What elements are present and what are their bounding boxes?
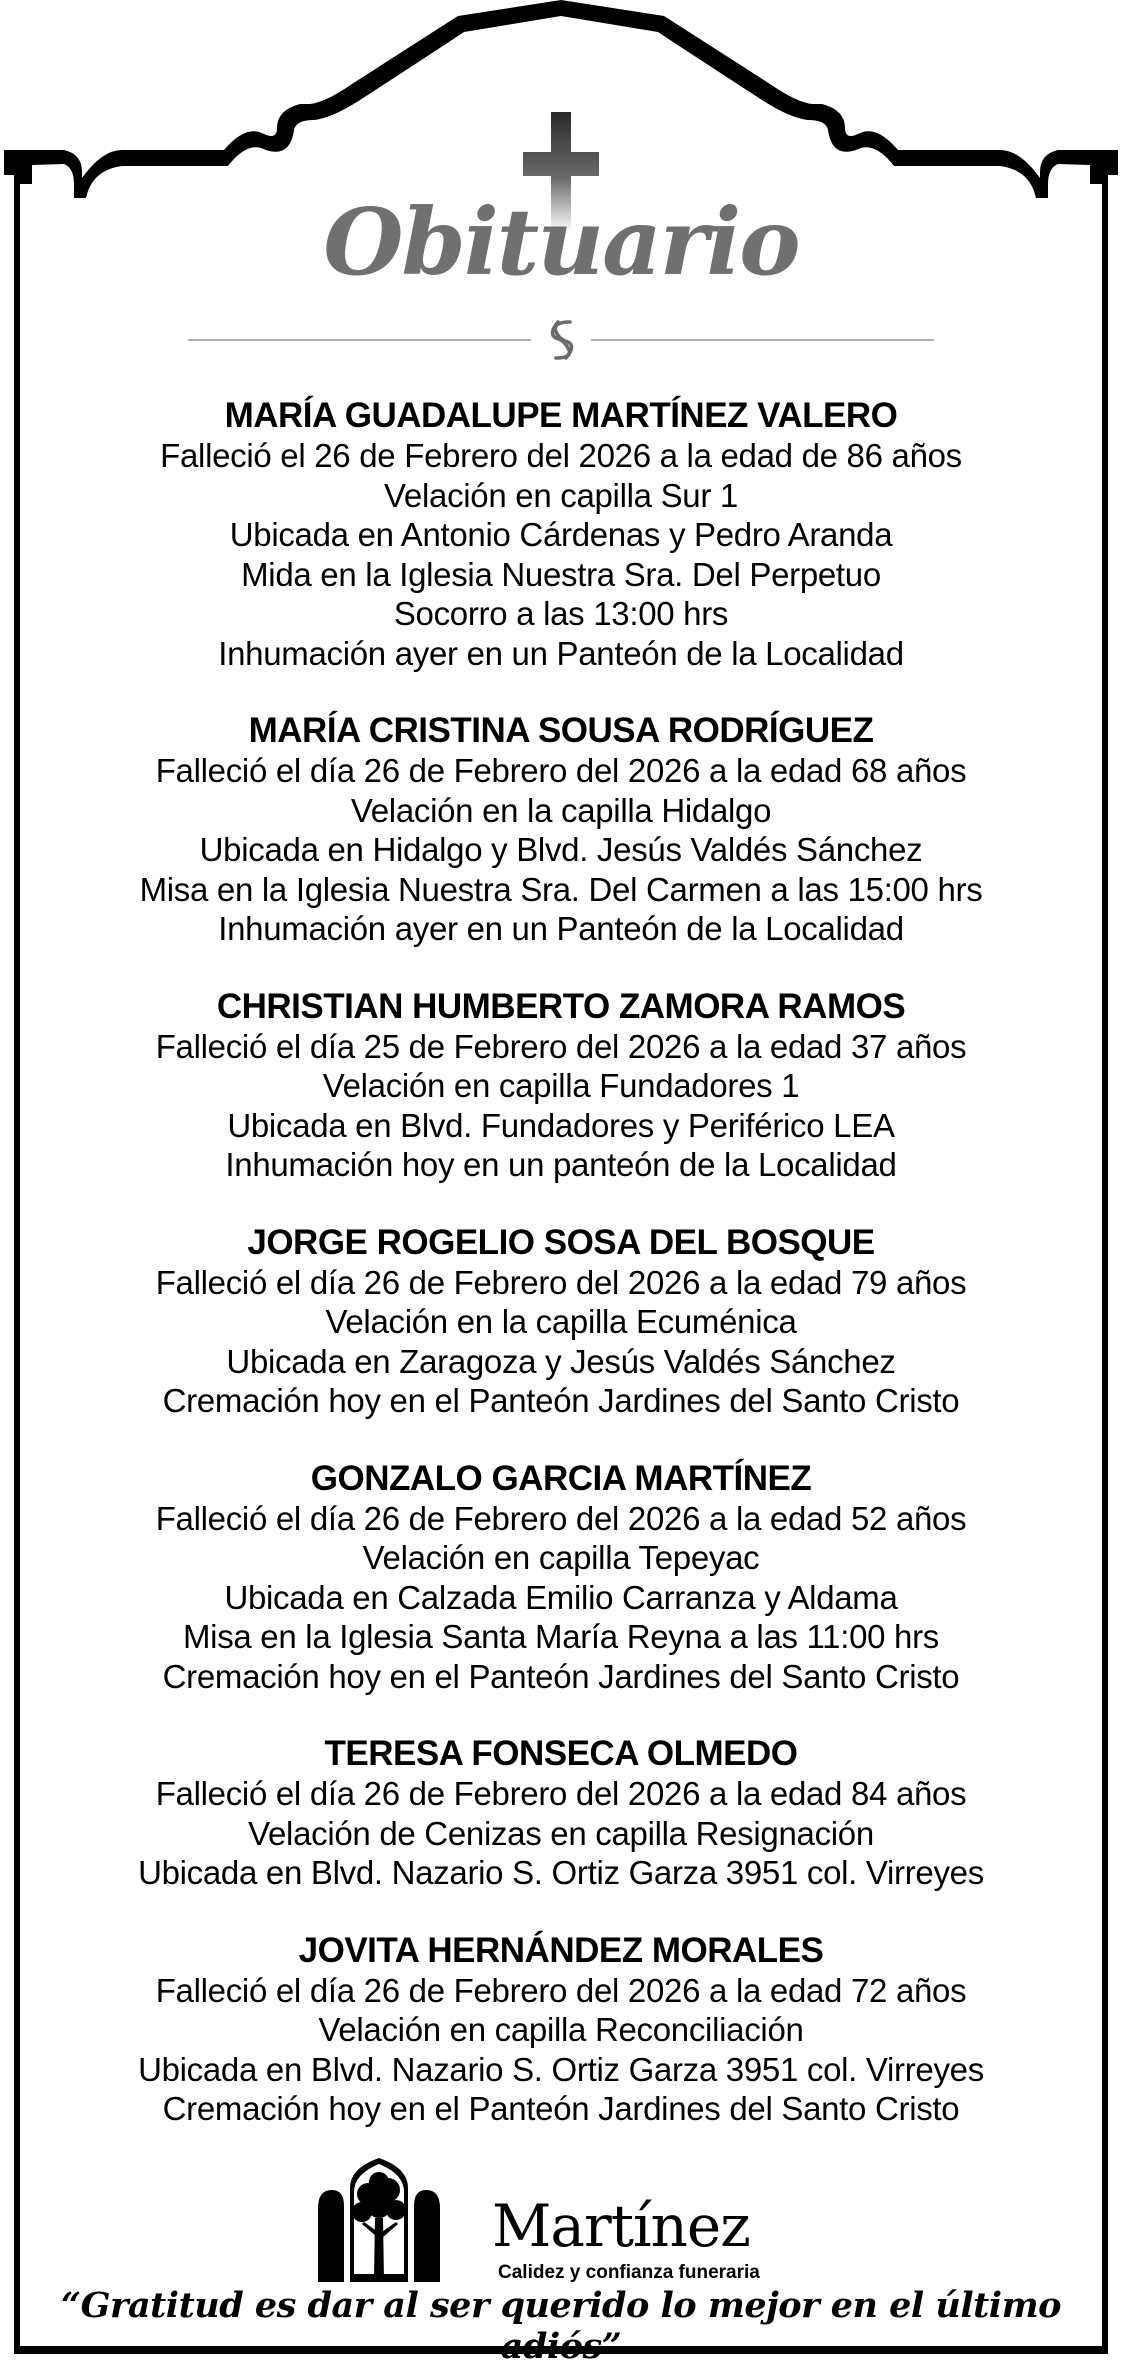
obituary-entry xyxy=(30,396,1092,673)
obituary-detail-line: Misa en la Iglesia Nuestra Sra. Del Carmen a las 15:00 hrs xyxy=(139,870,983,908)
obituary-detail-line: Falleció el día 26 de Febrero del 2026 a la edad 52 años xyxy=(155,1499,967,1537)
brand-tagline: Calidez y confianza funeraria xyxy=(498,2262,760,2283)
deceased-name: CHRISTIAN HUMBERTO ZAMORA RAMOS xyxy=(216,986,906,1026)
obituary-detail-line: Socorro a las 13:00 hrs xyxy=(393,595,729,632)
obituary-detail-line: Inhumación ayer en un Panteón de la Localidad xyxy=(218,910,904,947)
obituary-detail-line: Falleció el 26 de Febrero del 2026 a la edad de 86 años xyxy=(160,437,962,474)
obituary-detail-line: Ubicada en Blvd. Nazario S. Ortiz Garza 3951 col. Virreyes xyxy=(138,2050,984,2088)
deceased-name: GONZALO GARCIA MARTÍNEZ xyxy=(310,1458,812,1498)
section-sign-ornament-icon xyxy=(188,316,934,364)
obituary-detail-line: Falleció el día 26 de Febrero del 2026 a la edad 72 años xyxy=(155,1971,967,2009)
obituary-entry xyxy=(30,1931,1092,2129)
obituary-detail-line: Velación en capilla Sur 1 xyxy=(384,476,738,514)
deceased-name: TERESA FONSECA OLMEDO xyxy=(324,1734,798,1773)
chapel-tree-logo-icon xyxy=(318,2158,440,2282)
obituary-detail-line: Velación en capilla Tepeyac xyxy=(362,1539,760,1576)
deceased-name: JOVITA HERNÁNDEZ MORALES xyxy=(298,1930,824,1970)
obituary-detail-line: Cremación hoy en el Panteón Jardines del Santo Cristo xyxy=(162,2090,960,2127)
obituary-detail-line: Ubicada en Blvd. Fundadores y Periférico LEA xyxy=(227,1106,895,1144)
obituary-entry xyxy=(30,711,1092,949)
obituary-detail-line: Cremación hoy en el Panteón Jardines del Santo Cristo xyxy=(162,1657,960,1695)
obituary-detail-line: Ubicada en Zaragoza y Jesús Valdés Sánchez xyxy=(226,1342,896,1380)
obituary-detail-line: Ubicada en Antonio Cárdenas y Pedro Aranda xyxy=(229,516,893,553)
obituary-detail-line: Velación en la capilla Hidalgo xyxy=(350,791,772,829)
obituary-detail-line: Cremación hoy en el Panteón Jardines del Santo Cristo xyxy=(162,1382,960,1419)
deceased-name: JORGE ROGELIO SOSA DEL BOSQUE xyxy=(247,1222,875,1262)
obituary-detail-line: Mida en la Iglesia Nuestra Sra. Del Perpetuo xyxy=(241,555,881,593)
deceased-name: MARÍA CRISTINA SOUSA RODRÍGUEZ xyxy=(248,711,874,750)
obituary-detail-line: Ubicada en Hidalgo y Blvd. Jesús Valdés Sánchez xyxy=(199,831,923,868)
obituary-detail-line: Falleció el día 26 de Febrero del 2026 a la edad 84 años xyxy=(155,1775,967,1812)
obituary-detail-line: Velación en capilla Fundadores 1 xyxy=(322,1067,800,1104)
deceased-name: MARÍA GUADALUPE MARTÍNEZ VALERO xyxy=(224,396,898,435)
obituary-list xyxy=(30,396,1092,2167)
obituary-detail-line: Ubicada en Calzada Emilio Carranza y Aldama xyxy=(224,1578,898,1616)
obituary-entry xyxy=(30,1734,1092,1893)
brand-name: Martínez xyxy=(492,2192,750,2260)
obituary-detail-line: Inhumación ayer en un Panteón de la Localidad xyxy=(218,634,904,672)
obituary-detail-line: Ubicada en Blvd. Nazario S. Ortiz Garza 3951 col. Virreyes xyxy=(138,1854,984,1891)
page-title: Obituario xyxy=(323,188,799,296)
obituary-detail-line: Velación en capilla Reconciliación xyxy=(318,2011,804,2048)
obituary-detail-line: Inhumación hoy en un panteón de la Localidad xyxy=(225,1146,897,1183)
obituary-entry xyxy=(30,1223,1092,1421)
obituary-detail-line: Falleció el día 26 de Febrero del 2026 a la edad 79 años xyxy=(155,1263,967,1301)
obituary-entry xyxy=(30,987,1092,1185)
obituary-detail-line: Falleció el día 25 de Febrero del 2026 a la edad 37 años xyxy=(155,1027,967,1065)
obituary-detail-line: Velación en la capilla Ecuménica xyxy=(325,1303,797,1340)
closing-quote: “Gratitud es dar al ser querido lo mejor en el último adiós” xyxy=(61,2285,1061,2367)
obituary-detail-line: Velación de Cenizas en capilla Resignación xyxy=(248,1814,874,1852)
obituary-entry xyxy=(30,1459,1092,1697)
obituary-detail-line: Misa en la Iglesia Santa María Reyna a las 11:00 hrs xyxy=(182,1618,940,1655)
obituary-detail-line: Falleció el día 26 de Febrero del 2026 a la edad 68 años xyxy=(155,752,967,789)
